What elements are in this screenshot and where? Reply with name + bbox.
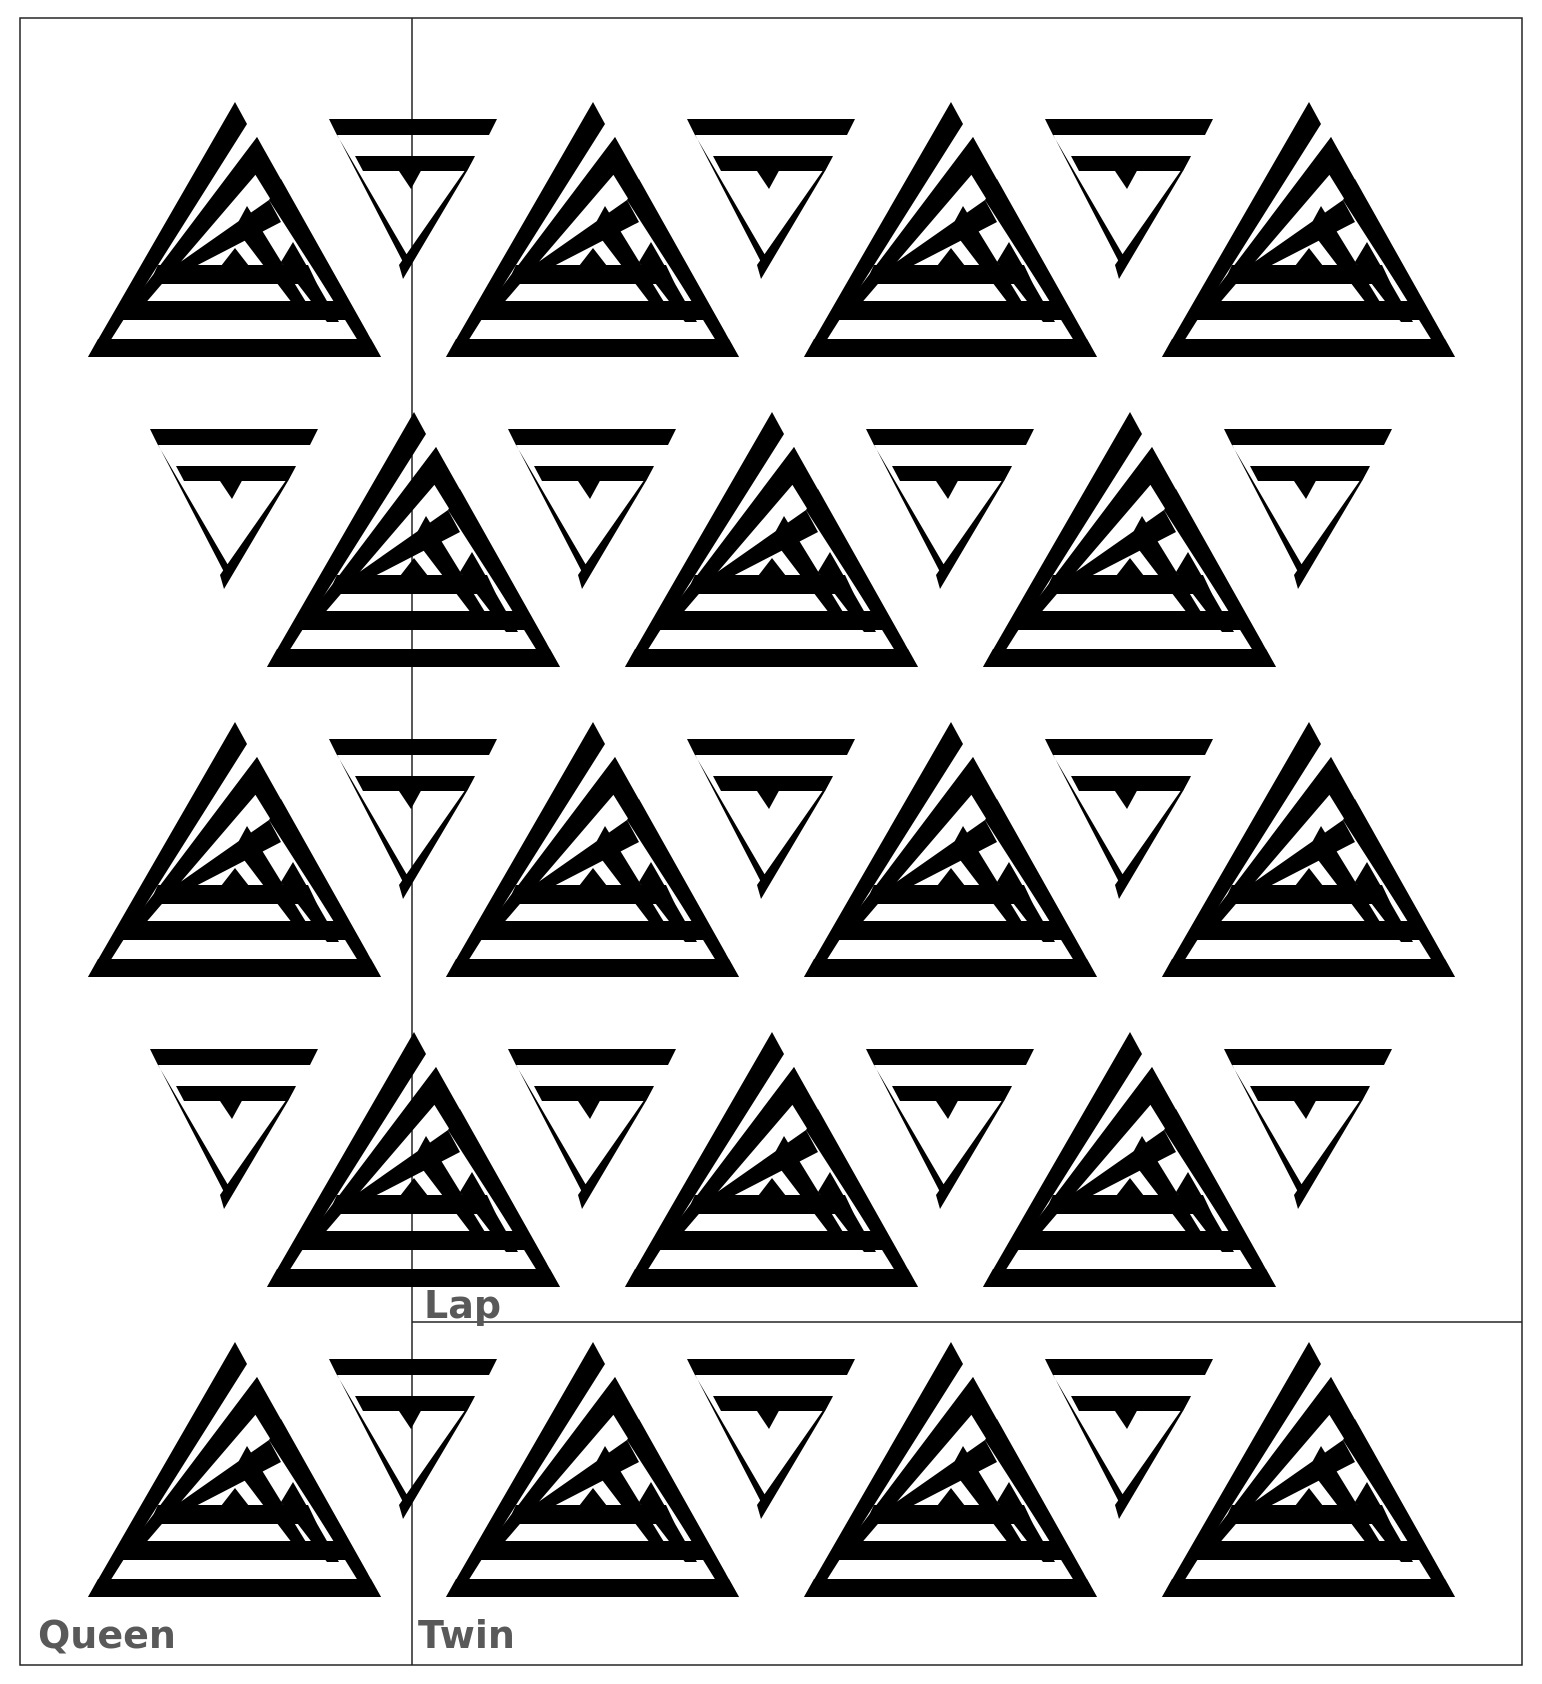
inverted-triangle-motif [508,429,676,589]
queen-label: Queen [38,1613,176,1657]
nested-triangle-motif [983,412,1276,667]
inverted-triangle-motif [329,1359,497,1519]
inverted-triangle-motif [329,739,497,899]
nested-triangle-motif [1162,102,1455,357]
inverted-triangle-motif [508,1049,676,1209]
nested-triangle-motif [446,722,739,977]
nested-triangle-motif [625,412,918,667]
twin-label: Twin [418,1613,515,1657]
nested-triangle-motif [88,102,381,357]
inverted-triangle-motif [866,429,1034,589]
nested-triangle-motif [804,722,1097,977]
nested-triangle-motif [267,1032,560,1287]
nested-triangle-motif [446,1342,739,1597]
nested-triangle-motif [804,1342,1097,1597]
inverted-triangle-motif [1224,1049,1392,1209]
nested-triangle-motif [88,1342,381,1597]
inverted-triangle-motif [866,1049,1034,1209]
lap-label: Lap [424,1283,502,1327]
inverted-triangle-motif [1045,1359,1213,1519]
inverted-triangle-motif [1045,739,1213,899]
nested-triangle-motif [625,1032,918,1287]
nested-triangle-motif [446,102,739,357]
inverted-triangle-motif [1045,119,1213,279]
motif-grid [88,102,1455,1597]
inverted-triangle-motif [687,739,855,899]
nested-triangle-motif [983,1032,1276,1287]
nested-triangle-motif [804,102,1097,357]
inverted-triangle-motif [150,1049,318,1209]
inverted-triangle-motif [1224,429,1392,589]
inverted-triangle-motif [150,429,318,589]
nested-triangle-motif [1162,722,1455,977]
nested-triangle-motif [267,412,560,667]
inverted-triangle-motif [687,119,855,279]
inverted-triangle-motif [687,1359,855,1519]
inverted-triangle-motif [329,119,497,279]
nested-triangle-motif [88,722,381,977]
nested-triangle-motif [1162,1342,1455,1597]
